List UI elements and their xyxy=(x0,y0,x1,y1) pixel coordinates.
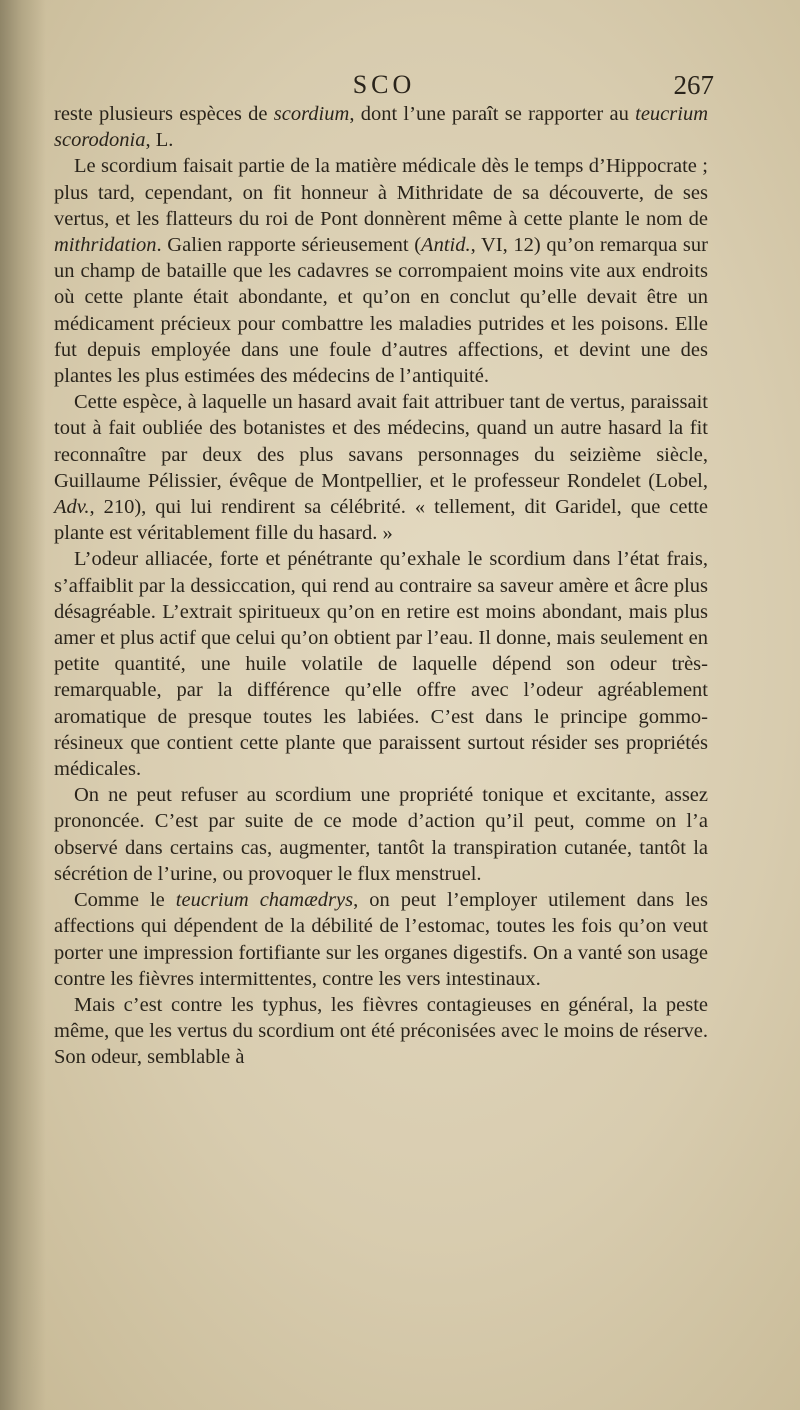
italic-text: teucrium scorodonia xyxy=(54,103,709,152)
paragraph xyxy=(54,992,708,1071)
paragraph xyxy=(54,546,708,782)
body-text xyxy=(54,101,708,1071)
italic-text: teucrium chamædrys xyxy=(175,889,354,912)
paragraph xyxy=(54,153,708,389)
paragraph xyxy=(54,389,708,546)
text-run: , on peut l’employer utilement dans les affections qui dépendent de la débilité de l’estomac, toutes les fois qu’on veut porter une impression fortifiante sur les organes digestifs. On a vanté son usage contre les fièvres intermittentes, contre les vers intestinaux. xyxy=(54,889,708,990)
page-number: 267 xyxy=(673,70,714,100)
italic-text: scordium xyxy=(273,103,350,125)
paragraph xyxy=(54,101,708,153)
text-run: reste plusieurs espèces de xyxy=(54,103,274,125)
page-gutter-shadow xyxy=(0,0,46,1410)
running-head: SCO xyxy=(352,70,416,99)
text-run: On ne peut refuser au scordium une propriété tonique et excitante, assez prononcée. C’est par suite de ce mode d’action qu’il peut, comme on l’a observé dans certains cas, augmenter, tantôt la transpiration cutanée, tantôt la sécrétion de l’urine, ou provoquer le flux menstruel. xyxy=(54,784,708,885)
text-run: , 210), qui lui rendirent sa célébrité. « tellement, dit Garidel, que cette plante est véritablement fille du hasard. » xyxy=(54,496,708,545)
text-run: , dont l’une paraît se rapporter au xyxy=(349,103,636,125)
italic-text: Adv. xyxy=(54,496,90,519)
page-header xyxy=(54,68,714,102)
text-run: . Galien rapporte sérieusement ( xyxy=(156,234,422,257)
italic-text: mithridation xyxy=(54,234,157,257)
text-run: L’odeur alliacée, forte et pénétrante qu’exhale le scordium dans l’état frais, s’affaiblit par la dessiccation, qui rend au contraire sa saveur amère et âcre plus désagréable. L’extrait spiritueux qu’on en retire est moins abondant, mais plus amer et plus actif que celui qu’on obtient par l’eau. Il donne, mais seulement en petite quantité, une huile volatile de laquelle dépend son odeur très-remarquable, par la différence qu’elle offre avec l’odeur agréablement aromatique de presque toutes les labiées. C’est dans le principe gommo-résineux que contient cette plante que paraissent surtout résider ses propriétés médicales. xyxy=(54,548,708,781)
text-run: Le scordium faisait partie de la matière médicale dès le temps d’Hippocrate ; plus tard, cependant, on fit honneur à Mithridate de sa découverte, de ses vertus, et les flatteurs du roi de Pont donnèrent même à cette plante le nom de xyxy=(54,155,708,230)
text-run: Mais c’est contre les typhus, les fièvres contagieuses en général, la peste même, que les vertus du scordium ont été préconisées avec le moins de réserve. Son odeur, semblable à xyxy=(54,993,708,1069)
paragraph xyxy=(54,887,708,992)
text-run: Comme le xyxy=(74,889,176,912)
italic-text: Antid. xyxy=(421,234,471,257)
text-run: , VI, 12) qu’on remarqua sur un champ de bataille que les cadavres se corrompaient moins vite aux endroits où cette plante était abondante, et qu’on en conclut qu’elle devait être un médicament précieux pour combattre les maladies putrides et les poisons. Elle fut depuis employée dans une foule d’autres affections, et devint une des plantes les plus estimées des médecins de l’antiquité. xyxy=(54,234,708,388)
text-run: , L. xyxy=(145,129,174,152)
paragraph xyxy=(54,782,708,887)
text-run: Cette espèce, à laquelle un hasard avait fait attribuer tant de vertus, paraissait tout à fait oubliée des botanistes et des médecins, quand un autre hasard la fit reconnaître par deux des plus savans personnages du seizième siècle, Guillaume Pélissier, évêque de Montpellier, et le professeur Rondelet (Lobel, xyxy=(54,391,708,492)
